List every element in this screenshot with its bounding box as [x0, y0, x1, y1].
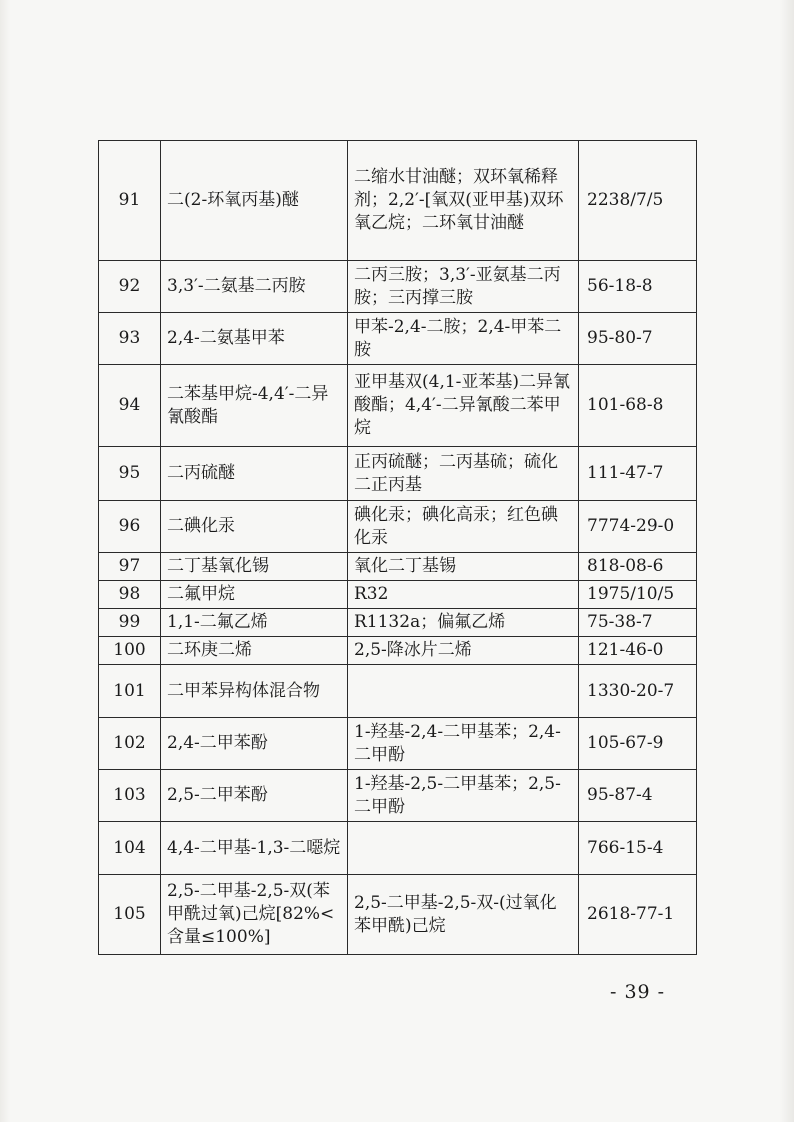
table-row — [99, 447, 697, 501]
cas-number: 95-80-7 — [579, 313, 697, 365]
cas-number: 1330-20-7 — [579, 665, 697, 718]
cas-number: 7774-29-0 — [579, 501, 697, 553]
chemical-alias: R1132a；偏氟乙烯 — [348, 609, 579, 637]
table-row — [99, 365, 697, 447]
row-number: 100 — [99, 637, 161, 665]
chemical-alias: 甲苯-2,4-二胺；2,4-甲苯二胺 — [348, 313, 579, 365]
chemical-alias: 亚甲基双(4,1-亚苯基)二异氰酸酯；4,4′-二异氰酸二苯甲烷 — [348, 365, 579, 447]
table-row — [99, 875, 697, 955]
cas-number: 766-15-4 — [579, 822, 697, 875]
row-number: 102 — [99, 718, 161, 770]
row-number: 104 — [99, 822, 161, 875]
chemical-alias: 碘化汞；碘化高汞；红色碘化汞 — [348, 501, 579, 553]
chemical-name: 二丁基氧化锡 — [161, 553, 348, 581]
chemical-alias: 氧化二丁基锡 — [348, 553, 579, 581]
table-row — [99, 313, 697, 365]
row-number: 97 — [99, 553, 161, 581]
chemical-name: 2,5-二甲苯酚 — [161, 770, 348, 822]
row-number: 91 — [99, 141, 161, 261]
table-row — [99, 609, 697, 637]
chemical-table — [98, 140, 697, 955]
chemical-name: 3,3′-二氨基二丙胺 — [161, 261, 348, 313]
row-number: 92 — [99, 261, 161, 313]
table-row — [99, 718, 697, 770]
row-number: 99 — [99, 609, 161, 637]
chemical-alias — [348, 665, 579, 718]
chemical-name: 2,5-二甲基-2,5-双(苯甲酰过氧)己烷[82%<含量≤100%] — [161, 875, 348, 955]
chemical-name: 2,4-二氨基甲苯 — [161, 313, 348, 365]
table-row — [99, 665, 697, 718]
cas-number: 121-46-0 — [579, 637, 697, 665]
chemical-alias: 2,5-降冰片二烯 — [348, 637, 579, 665]
table-row — [99, 501, 697, 553]
chemical-alias: 二缩水甘油醚；双环氧稀释剂；2,2′-[氧双(亚甲基)双环氧乙烷；二环氧甘油醚 — [348, 141, 579, 261]
chemical-name: 二丙硫醚 — [161, 447, 348, 501]
row-number: 95 — [99, 447, 161, 501]
cas-number: 1975/10/5 — [579, 581, 697, 609]
cas-number: 2238/7/5 — [579, 141, 697, 261]
chemical-name: 二环庚二烯 — [161, 637, 348, 665]
chemical-name: 1,1-二氟乙烯 — [161, 609, 348, 637]
table-row — [99, 637, 697, 665]
cas-number: 2618-77-1 — [579, 875, 697, 955]
row-number: 93 — [99, 313, 161, 365]
chemical-alias: 2,5-二甲基-2,5-双-(过氧化苯甲酰)己烷 — [348, 875, 579, 955]
cas-number: 56-18-8 — [579, 261, 697, 313]
table-row — [99, 770, 697, 822]
cas-number: 105-67-9 — [579, 718, 697, 770]
chemical-name: 二苯基甲烷-4,4′-二异氰酸酯 — [161, 365, 348, 447]
row-number: 103 — [99, 770, 161, 822]
cas-number: 75-38-7 — [579, 609, 697, 637]
chemical-name: 2,4-二甲苯酚 — [161, 718, 348, 770]
chemical-name: 二(2-环氧丙基)醚 — [161, 141, 348, 261]
chemical-alias: 二丙三胺；3,3′-亚氨基二丙胺；三丙撑三胺 — [348, 261, 579, 313]
cas-number: 95-87-4 — [579, 770, 697, 822]
table-row — [99, 141, 697, 261]
table-row — [99, 822, 697, 875]
cas-number: 818-08-6 — [579, 553, 697, 581]
chemical-alias: 1-羟基-2,5-二甲基苯；2,5-二甲酚 — [348, 770, 579, 822]
row-number: 98 — [99, 581, 161, 609]
chemical-name: 4,4-二甲基-1,3-二噁烷 — [161, 822, 348, 875]
cas-number: 111-47-7 — [579, 447, 697, 501]
table-row — [99, 553, 697, 581]
chemical-name: 二碘化汞 — [161, 501, 348, 553]
table-row — [99, 581, 697, 609]
chemical-alias: R32 — [348, 581, 579, 609]
row-number: 96 — [99, 501, 161, 553]
row-number: 101 — [99, 665, 161, 718]
page-number: - 39 - — [610, 981, 666, 1003]
chemical-alias: 1-羟基-2,4-二甲基苯；2,4-二甲酚 — [348, 718, 579, 770]
table-row — [99, 261, 697, 313]
cas-number: 101-68-8 — [579, 365, 697, 447]
chemical-alias — [348, 822, 579, 875]
chemical-name: 二氟甲烷 — [161, 581, 348, 609]
row-number: 105 — [99, 875, 161, 955]
row-number: 94 — [99, 365, 161, 447]
chemical-alias: 正丙硫醚；二丙基硫；硫化二正丙基 — [348, 447, 579, 501]
chemical-name: 二甲苯异构体混合物 — [161, 665, 348, 718]
